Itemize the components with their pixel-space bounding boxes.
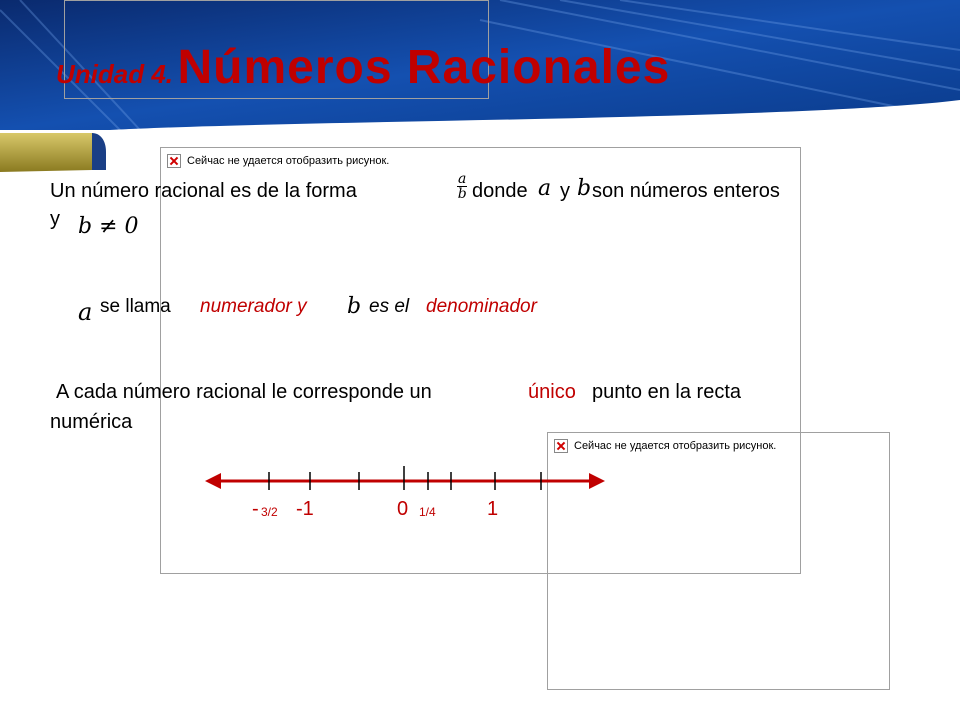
roles-var-a: a	[78, 298, 93, 326]
definition-y-second-line: y	[50, 208, 60, 230]
statement-numerica: numérica	[50, 411, 133, 433]
broken-image-icon-2	[554, 439, 568, 453]
statement-part2: punto en la recta	[592, 381, 741, 403]
label-zero: 0	[397, 498, 409, 520]
label-one: 1	[487, 498, 499, 520]
label-neg-sign: -	[252, 498, 259, 520]
var-b: b	[577, 176, 592, 201]
label-three-halves: 3/2	[261, 505, 278, 519]
statement-unico: único	[528, 381, 576, 403]
roles-var-b: b	[347, 294, 362, 319]
broken-image-icon	[167, 154, 181, 168]
label-neg-one: -1	[296, 498, 314, 520]
fraction-a-over-b	[457, 172, 467, 201]
broken-image-notice	[167, 154, 389, 168]
label-quarter: 1/4	[419, 505, 436, 519]
definition-y: y	[560, 180, 570, 202]
roles-denominador: denominador	[426, 296, 537, 317]
fraction-numerator: a	[458, 171, 467, 187]
gold-bar	[0, 133, 92, 172]
roles-numerador: numerador y	[200, 296, 307, 317]
roles-es-el: es el	[369, 296, 410, 317]
number-line-left-arrow	[205, 473, 221, 489]
title-topic: Números Racionales	[177, 41, 671, 94]
number-line	[205, 460, 605, 500]
broken-image-message: Сейчас не удается отобразить рисунок.	[187, 155, 390, 167]
var-a: a	[538, 176, 552, 201]
broken-image-notice-2	[554, 439, 776, 453]
definition-son-enteros: son números enteros	[592, 180, 780, 202]
definition-intro: Un número racional es de la forma	[50, 180, 357, 202]
slide-title	[56, 40, 670, 95]
definition-donde: donde	[472, 180, 528, 202]
number-line-right-arrow	[589, 473, 605, 489]
fraction-denominator: b	[457, 186, 467, 202]
condition-b-not-zero: b ≠ 0	[78, 214, 139, 239]
title-unit: Unidad 4.	[56, 59, 174, 89]
roles-se-llama: se llama	[100, 296, 171, 317]
statement-part1: A cada número racional le corresponde un	[56, 381, 432, 403]
broken-image-message-2: Сейчас не удается отобразить рисунок.	[574, 440, 777, 452]
